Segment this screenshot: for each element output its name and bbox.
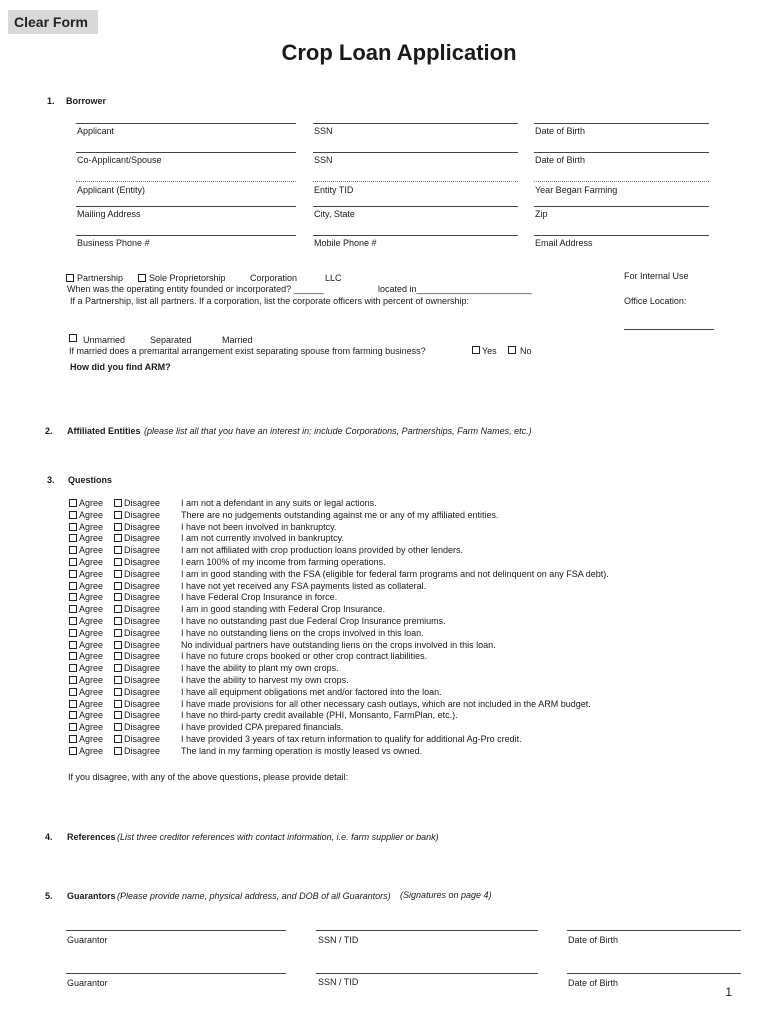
mailing-label: Mailing Address — [77, 209, 141, 219]
question-statement: I have the ability to plant my own crops. — [181, 663, 339, 674]
disagree-detail-label: If you disagree, with any of the above questions, please provide detail: — [68, 772, 349, 782]
applicant-label: Applicant — [77, 126, 115, 136]
disagree-label: Disagree — [124, 675, 161, 685]
disagree-checkbox[interactable] — [114, 511, 122, 519]
mailing-input[interactable] — [76, 206, 296, 207]
agree-label: Agree — [79, 710, 104, 721]
question-row — [67, 698, 667, 710]
guarantor-1-ssn-input[interactable] — [316, 930, 538, 931]
section-3-heading: Questions — [68, 475, 113, 485]
partnership-checkbox[interactable] — [66, 274, 74, 282]
question-statement: I am not affiliated with crop production loans provided by other lenders. — [181, 545, 463, 556]
question-statement: I have not been involved in bankruptcy. — [181, 521, 337, 532]
ssn-label: SSN — [314, 126, 333, 136]
question-row — [67, 709, 667, 721]
question-statement: I have no future crops booked or other crop contract liabilities. — [181, 651, 428, 662]
entity-tid-label: Entity TID — [314, 185, 354, 195]
disagree-checkbox[interactable] — [114, 570, 122, 578]
dob-label: Date of Birth — [535, 126, 586, 136]
disagree-label: Disagree — [124, 498, 161, 508]
question-row — [67, 733, 667, 745]
question-row — [67, 662, 667, 674]
agree-label: Agree — [79, 675, 104, 685]
disagree-checkbox[interactable] — [114, 523, 122, 531]
agree-checkbox[interactable] — [69, 747, 77, 755]
question-statement: I have not yet received any FSA payments listed as collateral. — [181, 580, 427, 591]
question-statement: I have the ability to harvest my own crops. — [181, 675, 349, 685]
separated-option[interactable]: Separated — [150, 335, 192, 345]
agree-label: Agree — [79, 686, 104, 697]
coapplicant-ssn-input[interactable] — [313, 152, 518, 153]
section-5-number: 5. — [45, 891, 53, 901]
question-row — [67, 674, 667, 686]
question-statement: I am not currently involved in bankruptcy. — [181, 533, 344, 544]
signatures-note: (Signatures on page 4) — [400, 890, 492, 900]
section-5-heading: Guarantors — [67, 891, 116, 901]
disagree-checkbox[interactable] — [114, 617, 122, 625]
office-location-input[interactable] — [624, 329, 714, 330]
guarantor-1-dob-label: Date of Birth — [568, 935, 619, 945]
question-row — [67, 686, 667, 698]
how-find-arm-label: How did you find ARM? — [70, 362, 171, 372]
agree-checkbox[interactable] — [69, 617, 77, 625]
agree-checkbox[interactable] — [69, 534, 77, 542]
partnership-label: Partnership — [77, 273, 124, 283]
question-row — [67, 580, 667, 592]
coapplicant-ssn-label: SSN — [314, 155, 333, 165]
disagree-checkbox[interactable] — [114, 735, 122, 743]
disagree-label: Disagree — [124, 545, 161, 556]
zip-label: Zip — [535, 209, 548, 219]
agree-checkbox[interactable] — [69, 641, 77, 649]
question-row — [67, 497, 667, 509]
question-statement: I have no outstanding past due Federal Crop Insurance premiums. — [181, 616, 446, 626]
question-row — [67, 544, 667, 556]
agree-label: Agree — [79, 557, 104, 567]
agree-checkbox[interactable] — [69, 558, 77, 566]
question-statement: I have provided 3 years of tax return information to qualify for additional Ag-Pro credit. — [181, 734, 522, 744]
ssn-input[interactable] — [313, 123, 518, 124]
agree-label: Agree — [79, 568, 104, 579]
section-2-number: 2. — [45, 426, 53, 436]
page-number: 1 — [725, 985, 732, 999]
prenup-yes-checkbox[interactable] — [472, 346, 480, 354]
agree-checkbox[interactable] — [69, 652, 77, 660]
coapplicant-dob-input[interactable] — [534, 152, 709, 153]
disagree-label: Disagree — [124, 604, 161, 615]
question-statement: I have all equipment obligations met and/or factored into the loan. — [181, 686, 442, 697]
agree-label: Agree — [79, 722, 104, 733]
question-statement: There are no judgements outstanding against me or any of my affiliated entities. — [181, 509, 499, 520]
zip-input[interactable] — [534, 206, 709, 207]
email-label: Email Address — [535, 238, 593, 248]
disagree-checkbox[interactable] — [114, 629, 122, 637]
disagree-label: Disagree — [124, 651, 161, 662]
guarantor-1-label: Guarantor — [67, 935, 108, 945]
agree-label: Agree — [79, 745, 104, 756]
office-location-label: Office Location: — [624, 296, 687, 306]
disagree-checkbox[interactable] — [114, 700, 122, 708]
email-input[interactable] — [534, 235, 709, 236]
when-founded-label: When was the operating entity founded or incorporated? ______ — [67, 284, 324, 294]
coapplicant-label: Co-Applicant/Spouse — [77, 155, 162, 165]
question-statement: I have Federal Crop Insurance in force. — [181, 592, 338, 603]
agree-label: Agree — [79, 592, 104, 603]
disagree-label: Disagree — [124, 686, 161, 697]
llc-option[interactable]: LLC — [325, 273, 342, 283]
section-1-number: 1. — [47, 96, 55, 106]
agree-checkbox[interactable] — [69, 664, 77, 672]
disagree-checkbox[interactable] — [114, 605, 122, 613]
disagree-label: Disagree — [124, 557, 161, 567]
prenup-yes-label: Yes — [482, 346, 497, 356]
disagree-label: Disagree — [124, 698, 161, 709]
agree-checkbox[interactable] — [69, 700, 77, 708]
married-option[interactable]: Married — [222, 335, 253, 345]
coapplicant-input[interactable] — [76, 152, 296, 153]
entity-label: Applicant (Entity) — [77, 185, 146, 195]
question-statement: I have no outstanding liens on the crops involved in this loan. — [181, 627, 424, 638]
question-statement: I earn 100% of my income from farming operations. — [181, 557, 386, 567]
disagree-checkbox[interactable] — [114, 593, 122, 601]
business-phone-input[interactable] — [76, 235, 296, 236]
guarantor-1-ssn-label: SSN / TID — [318, 935, 359, 945]
question-statement: I have made provisions for all other necessary cash outlays, which are not included in the ARM budget. — [181, 698, 591, 709]
disagree-label: Disagree — [124, 745, 161, 756]
agree-label: Agree — [79, 734, 104, 744]
partners-list-label: If a Partnership, list all partners. If a corporation, list the corporate officers with percent of ownership: — [70, 296, 470, 306]
disagree-checkbox[interactable] — [114, 582, 122, 590]
question-row — [67, 591, 667, 603]
year-began-label: Year Began Farming — [535, 185, 618, 195]
section-3-number: 3. — [47, 475, 55, 485]
agree-checkbox[interactable] — [69, 582, 77, 590]
applicant-input[interactable] — [76, 123, 296, 124]
disagree-checkbox[interactable] — [114, 546, 122, 554]
question-row — [67, 721, 667, 733]
guarantor-2-dob-label: Date of Birth — [568, 978, 619, 988]
disagree-checkbox[interactable] — [114, 499, 122, 507]
disagree-checkbox[interactable] — [114, 664, 122, 672]
disagree-checkbox[interactable] — [114, 711, 122, 719]
agree-label: Agree — [79, 521, 104, 532]
agree-label: Agree — [79, 498, 104, 508]
disagree-checkbox[interactable] — [114, 688, 122, 696]
disagree-label: Disagree — [124, 710, 161, 721]
agree-checkbox[interactable] — [69, 499, 77, 507]
disagree-checkbox[interactable] — [114, 676, 122, 684]
guarantor-1-input[interactable] — [66, 930, 286, 931]
agree-checkbox[interactable] — [69, 629, 77, 637]
question-statement: I am in good standing with the FSA (eligible for federal farm programs and not delinquent on any FSA debt). — [181, 568, 609, 579]
agree-label: Agree — [79, 639, 104, 650]
disagree-checkbox[interactable] — [114, 723, 122, 731]
guarantor-1-dob-input[interactable] — [567, 930, 741, 931]
agree-label: Agree — [79, 627, 104, 638]
agree-label: Agree — [79, 545, 104, 556]
agree-checkbox[interactable] — [69, 688, 77, 696]
section-4-note: (List three creditor references with contact information, i.e. farm supplier or bank) — [117, 832, 439, 842]
agree-checkbox[interactable] — [69, 735, 77, 743]
section-2-note: (please list all that you have an interest in; include Corporations, Partnerships, Farm Names, etc.) — [144, 426, 532, 436]
agree-label: Agree — [79, 616, 104, 626]
section-1-heading: Borrower — [66, 96, 107, 106]
entity-input[interactable] — [76, 181, 296, 182]
section-5-note: (Please provide name, physical address, and DOB of all Guarantors) — [117, 891, 391, 901]
city-state-input[interactable] — [313, 206, 518, 207]
agree-checkbox[interactable] — [69, 593, 77, 601]
question-row — [67, 650, 667, 662]
disagree-label: Disagree — [124, 580, 161, 591]
city-state-label: City, State — [314, 209, 355, 219]
agree-label: Agree — [79, 663, 104, 674]
question-statement: I have no third-party credit available (PHI, Monsanto, FarmPlan, etc.). — [181, 710, 458, 721]
mobile-phone-label: Mobile Phone # — [314, 238, 377, 248]
prenup-no-checkbox[interactable] — [508, 346, 516, 354]
question-row — [67, 509, 667, 521]
agree-label: Agree — [79, 604, 104, 615]
disagree-checkbox[interactable] — [114, 534, 122, 542]
agree-label: Agree — [79, 509, 104, 520]
located-in-label: located in_______________________ — [378, 284, 532, 294]
question-row — [67, 615, 667, 627]
agree-checkbox[interactable] — [69, 546, 77, 554]
disagree-label: Disagree — [124, 663, 161, 674]
disagree-label: Disagree — [124, 509, 161, 520]
question-row — [67, 627, 667, 639]
unmarried-label: Unmarried — [83, 335, 126, 345]
unmarried-checkbox[interactable] — [69, 334, 77, 342]
question-row — [67, 568, 667, 580]
prenup-question: If married does a premarital arrangement exist separating spouse from farming business? — [69, 346, 426, 356]
disagree-label: Disagree — [124, 592, 161, 603]
entity-tid-input[interactable] — [313, 181, 518, 182]
agree-label: Agree — [79, 580, 104, 591]
question-statement: I am not a defendant in any suits or legal actions. — [181, 498, 377, 508]
section-2-heading: Affiliated Entities — [67, 426, 141, 436]
agree-label: Agree — [79, 533, 104, 544]
disagree-label: Disagree — [124, 639, 161, 650]
disagree-checkbox[interactable] — [114, 558, 122, 566]
disagree-checkbox[interactable] — [114, 747, 122, 755]
question-row — [67, 745, 667, 757]
year-began-input[interactable] — [534, 181, 709, 182]
guarantor-2-input[interactable] — [66, 973, 286, 974]
question-statement: No individual partners have outstanding liens on the crops involved in this loan. — [181, 639, 496, 650]
disagree-label: Disagree — [124, 568, 161, 579]
question-row — [67, 603, 667, 615]
disagree-label: Disagree — [124, 521, 161, 532]
agree-label: Agree — [79, 698, 104, 709]
disagree-label: Disagree — [124, 734, 161, 744]
disagree-label: Disagree — [124, 533, 161, 544]
dob-input[interactable] — [534, 123, 709, 124]
sole-proprietorship-checkbox[interactable] — [138, 274, 146, 282]
question-row — [67, 521, 667, 533]
corporation-option[interactable]: Corporation — [250, 273, 298, 283]
guarantor-2-ssn-input[interactable] — [316, 973, 538, 974]
section-4-heading: References — [67, 832, 116, 842]
disagree-label: Disagree — [124, 616, 161, 626]
internal-use-label: For Internal Use — [624, 271, 689, 281]
question-statement: I am in good standing with Federal Crop Insurance. — [181, 604, 386, 615]
agree-checkbox[interactable] — [69, 605, 77, 613]
agree-checkbox[interactable] — [69, 711, 77, 719]
clear-form-button[interactable]: Clear Form — [8, 10, 98, 34]
prenup-no-label: No — [520, 346, 532, 356]
agree-checkbox[interactable] — [69, 723, 77, 731]
agree-checkbox[interactable] — [69, 523, 77, 531]
disagree-label: Disagree — [124, 722, 161, 733]
page-title: Crop Loan Application — [281, 40, 517, 65]
question-row — [67, 556, 667, 568]
guarantor-2-ssn-label: SSN / TID — [318, 977, 359, 987]
sole-proprietorship-label: Sole Proprietorship — [149, 273, 226, 283]
agree-checkbox[interactable] — [69, 511, 77, 519]
question-statement: I have provided CPA prepared financials. — [181, 722, 344, 733]
disagree-label: Disagree — [124, 627, 161, 638]
guarantor-2-label: Guarantor — [67, 978, 108, 988]
guarantor-2-dob-input[interactable] — [567, 973, 741, 974]
mobile-phone-input[interactable] — [313, 235, 518, 236]
disagree-checkbox[interactable] — [114, 652, 122, 660]
agree-checkbox[interactable] — [69, 676, 77, 684]
coapplicant-dob-label: Date of Birth — [535, 155, 586, 165]
business-phone-label: Business Phone # — [77, 238, 150, 248]
question-statement: The land in my farming operation is mostly leased vs owned. — [181, 745, 423, 756]
disagree-checkbox[interactable] — [114, 641, 122, 649]
section-4-number: 4. — [45, 832, 53, 842]
question-row — [67, 639, 667, 651]
question-row — [67, 532, 667, 544]
agree-checkbox[interactable] — [69, 570, 77, 578]
agree-label: Agree — [79, 651, 104, 662]
